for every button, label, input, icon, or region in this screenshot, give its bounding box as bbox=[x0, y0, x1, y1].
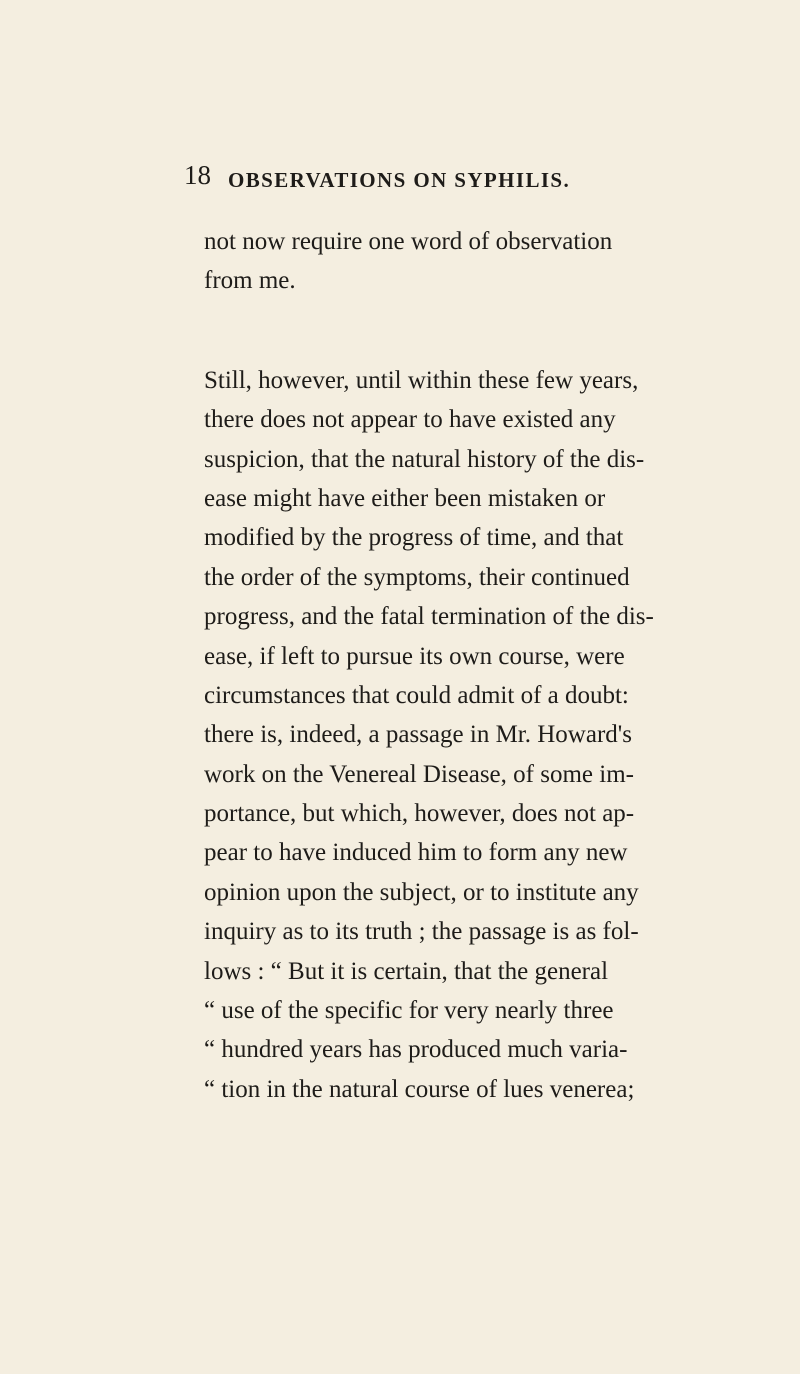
text-line: modified by the progress of time, and that bbox=[204, 524, 624, 552]
text-line: “ use of the specific for very nearly three bbox=[204, 997, 614, 1025]
text-line: there does not appear to have existed any bbox=[204, 406, 616, 434]
text-line: ease, if left to pursue its own course, were bbox=[204, 642, 625, 670]
text-line: lows : “ But it is certain, that the general bbox=[204, 957, 609, 985]
paragraph-2 bbox=[204, 361, 718, 1109]
text-line: suspicion, that the natural history of the dis- bbox=[204, 445, 645, 473]
text-line: the order of the symptoms, their continued bbox=[204, 563, 630, 591]
text-line: opinion upon the subject, or to institute any bbox=[204, 878, 639, 906]
text-line: Still, however, until within these few years, bbox=[204, 366, 639, 394]
text-line: progress, and the fatal termination of the dis- bbox=[204, 603, 654, 631]
text-line: inquiry as to its truth ; the passage is as fol- bbox=[204, 918, 639, 946]
text-line: not now require one word of observation bbox=[204, 228, 613, 255]
text-line: work on the Venereal Disease, of some im- bbox=[204, 760, 634, 788]
page-number: 18 bbox=[184, 160, 211, 190]
text-line: “ hundred years has produced much varia- bbox=[204, 1036, 628, 1064]
text-line: there is, indeed, a passage in Mr. Howard's bbox=[204, 721, 633, 749]
text-line: ease might have either been mistaken or bbox=[204, 484, 606, 512]
paragraph-1 bbox=[204, 222, 718, 301]
text-line: circumstances that could admit of a doubt: bbox=[204, 681, 629, 709]
text-line: portance, but which, however, does not ap- bbox=[204, 800, 635, 828]
text-line: pear to have induced him to form any new bbox=[204, 839, 628, 867]
running-title: OBSERVATIONS ON SYPHILIS. bbox=[228, 168, 571, 192]
text-line: “ tion in the natural course of lues venerea; bbox=[204, 1075, 635, 1103]
text-line: from me. bbox=[204, 267, 296, 295]
body-text bbox=[204, 222, 718, 1109]
